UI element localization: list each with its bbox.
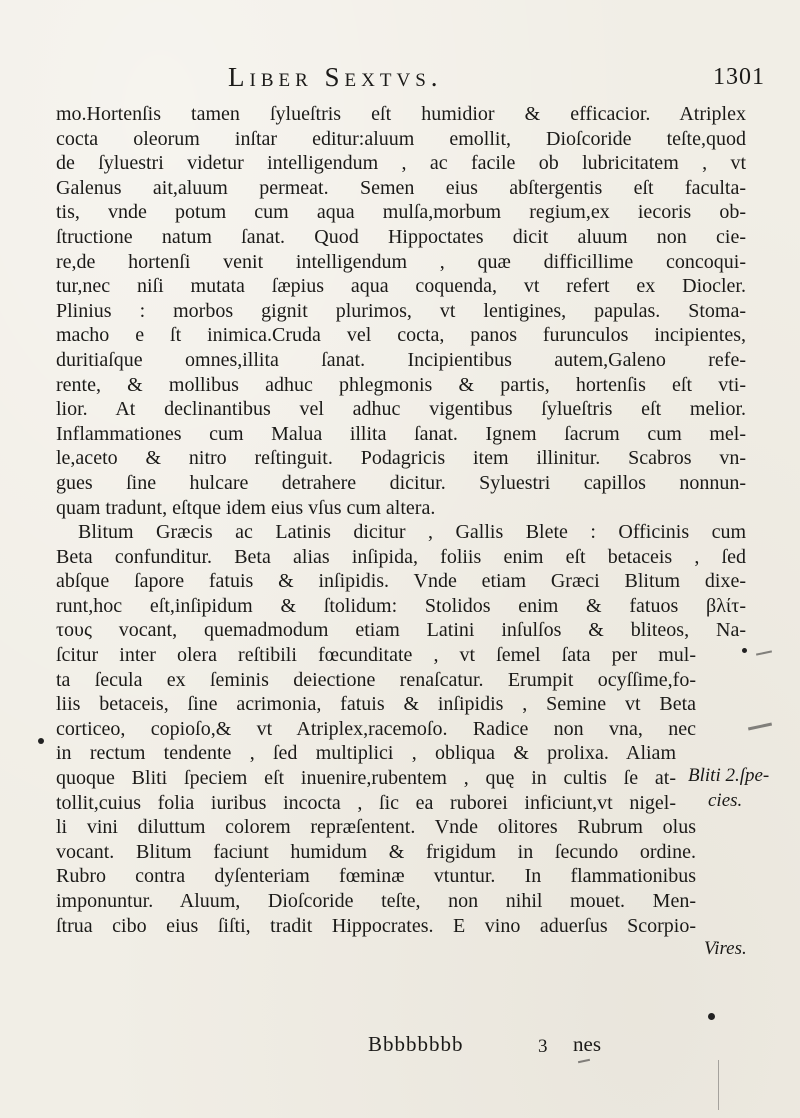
text-line: vocant. Blitum faciunt humidum & frigidum in ſecundo ordine. xyxy=(56,840,696,863)
text-line: lior. At declinantibus vel adhuc vigentibus ſylueſtris eſt melior. xyxy=(56,398,746,421)
text-line: cocta oleorum inſtar editur:aluum emollit, Dioſcoride teſte,quod xyxy=(56,127,746,150)
text-line: ſtructione natum ſanat. Quod Hippoctates dicit aluum non cie- xyxy=(56,225,746,248)
ink-mark xyxy=(578,1059,590,1063)
text-line: de ſyluestri videtur intelligendum , ac facile ob lubricitatem , vt xyxy=(56,152,746,175)
text-line: runt,hoc eſt,inſipidum & ſtolidum: Stolidos enim & fatuos βλίτ- xyxy=(56,594,746,617)
text-line: duritiaſque omnes,illita ſanat. Incipientibus autem,Galeno refe- xyxy=(56,348,746,371)
page-edge-mark xyxy=(718,1060,719,1110)
margin-note: Vires. xyxy=(704,938,747,959)
text-line: ta ſecula ex ſeminis deiectione renaſcatur. Erumpit ocyſſime,fo- xyxy=(56,668,696,691)
text-line: corticeo, copioſo,& vt Atriplex,racemoſo. Radice non vna, nec xyxy=(56,717,696,740)
text-line: Inflammationes cum Malua illita ſanat. Ignem ſacrum cum mel- xyxy=(56,422,746,445)
text-line: Beta confunditur. Beta alias inſipida, foliis enim eſt betaceis , ſed xyxy=(56,545,746,568)
text-line: gues ſine hulcare detrahere dicitur. Syluestri capillos nonnun- xyxy=(56,471,746,494)
text-line: τους vocant, quemadmodum etiam Latini inſulſos & bliteos, Na- xyxy=(56,619,746,642)
text-line: Plinius : morbos gignit plurimos, vt lentigines, papulas. Stoma- xyxy=(56,299,746,322)
text-line: le,aceto & nitro reſtinguit. Podagricis item illinitur. Scabros vn- xyxy=(56,447,746,470)
body-text xyxy=(56,102,746,938)
ink-mark xyxy=(748,723,772,731)
text-line: Galenus ait,aluum permeat. Semen eius abſtergentis eſt faculta- xyxy=(56,176,746,199)
ink-spot xyxy=(742,648,747,653)
margin-note: cies. xyxy=(708,790,743,811)
text-line: imponuntur. Aluum, Dioſcoride teſte, non nihil mouet. Men- xyxy=(56,890,696,912)
running-title: Liber Sextvs. xyxy=(228,62,443,92)
text-line: tollit,cuius folia iuribus incocta , ſic ea ruborei inficiunt,vt nigel- xyxy=(56,791,676,814)
text-line: quam tradunt, eſtque idem eius vſus cum altera. xyxy=(56,496,436,519)
text-line: re,de hortenſi venit intelligendum , quæ difficillime concoqui- xyxy=(56,250,746,273)
text-line: tur,nec niſi mutata ſæpius aqua coquenda, vt refert ex Diocler. xyxy=(56,275,746,298)
text-line: li vini diluttum colorem repræſentent. Vnde olitores Rubrum olus xyxy=(56,816,696,839)
text-line: ſcitur inter olera reſtibili fœcunditate , vt ſemel ſata per mul- xyxy=(56,644,696,667)
text-line: ſtrua cibo eius ſiſti, tradit Hippocrates. E vino aduerſus Scorpio- xyxy=(56,914,696,937)
text-line: in rectum tendente , ſed multiplici , obliqua & prolixa. Aliam xyxy=(56,742,676,765)
text-line: Rubro contra dyſenteriam fœminæ vtuntur. In flammationibus xyxy=(56,865,696,888)
text-line: Blitum Græcis ac Latinis dicitur , Gallis Blete : Officinis cum xyxy=(78,521,746,544)
text-line: macho e ſt inimica.Cruda vel cocta, panos furunculos incipientes, xyxy=(56,324,746,347)
ink-spot xyxy=(38,738,44,744)
signature-mark: Bbbbbbbb xyxy=(368,1032,464,1056)
text-line: liis betaceis, ſine acrimonia, fatuis & inſipidis , Semine vt Beta xyxy=(56,693,696,716)
text-line: rente, & mollibus adhuc phlegmonis & partis, hortenſis eſt vti- xyxy=(56,373,746,396)
text-line: quoque Bliti ſpeciem eſt inuenire,rubentem , quę in cultis ſe at- xyxy=(56,767,676,790)
ink-mark xyxy=(756,650,772,655)
text-line: tis, vnde potum cum aqua mulſa,morbum regium,ex iecoris ob- xyxy=(56,201,746,224)
signature-number: 3 xyxy=(538,1036,548,1057)
ink-spot xyxy=(708,1013,715,1020)
page-number: 1301 xyxy=(713,64,765,90)
text-line: mo.Hortenſis tamen ſylueſtris eſt humidior & efficacior. Atriplex xyxy=(56,103,746,125)
catchword: nes xyxy=(573,1032,601,1056)
text-line: abſque ſapore fatuis & inſipidis. Vnde etiam Græci Blitum dixe- xyxy=(56,570,746,593)
margin-note: Bliti 2.ſpe- xyxy=(688,765,770,786)
